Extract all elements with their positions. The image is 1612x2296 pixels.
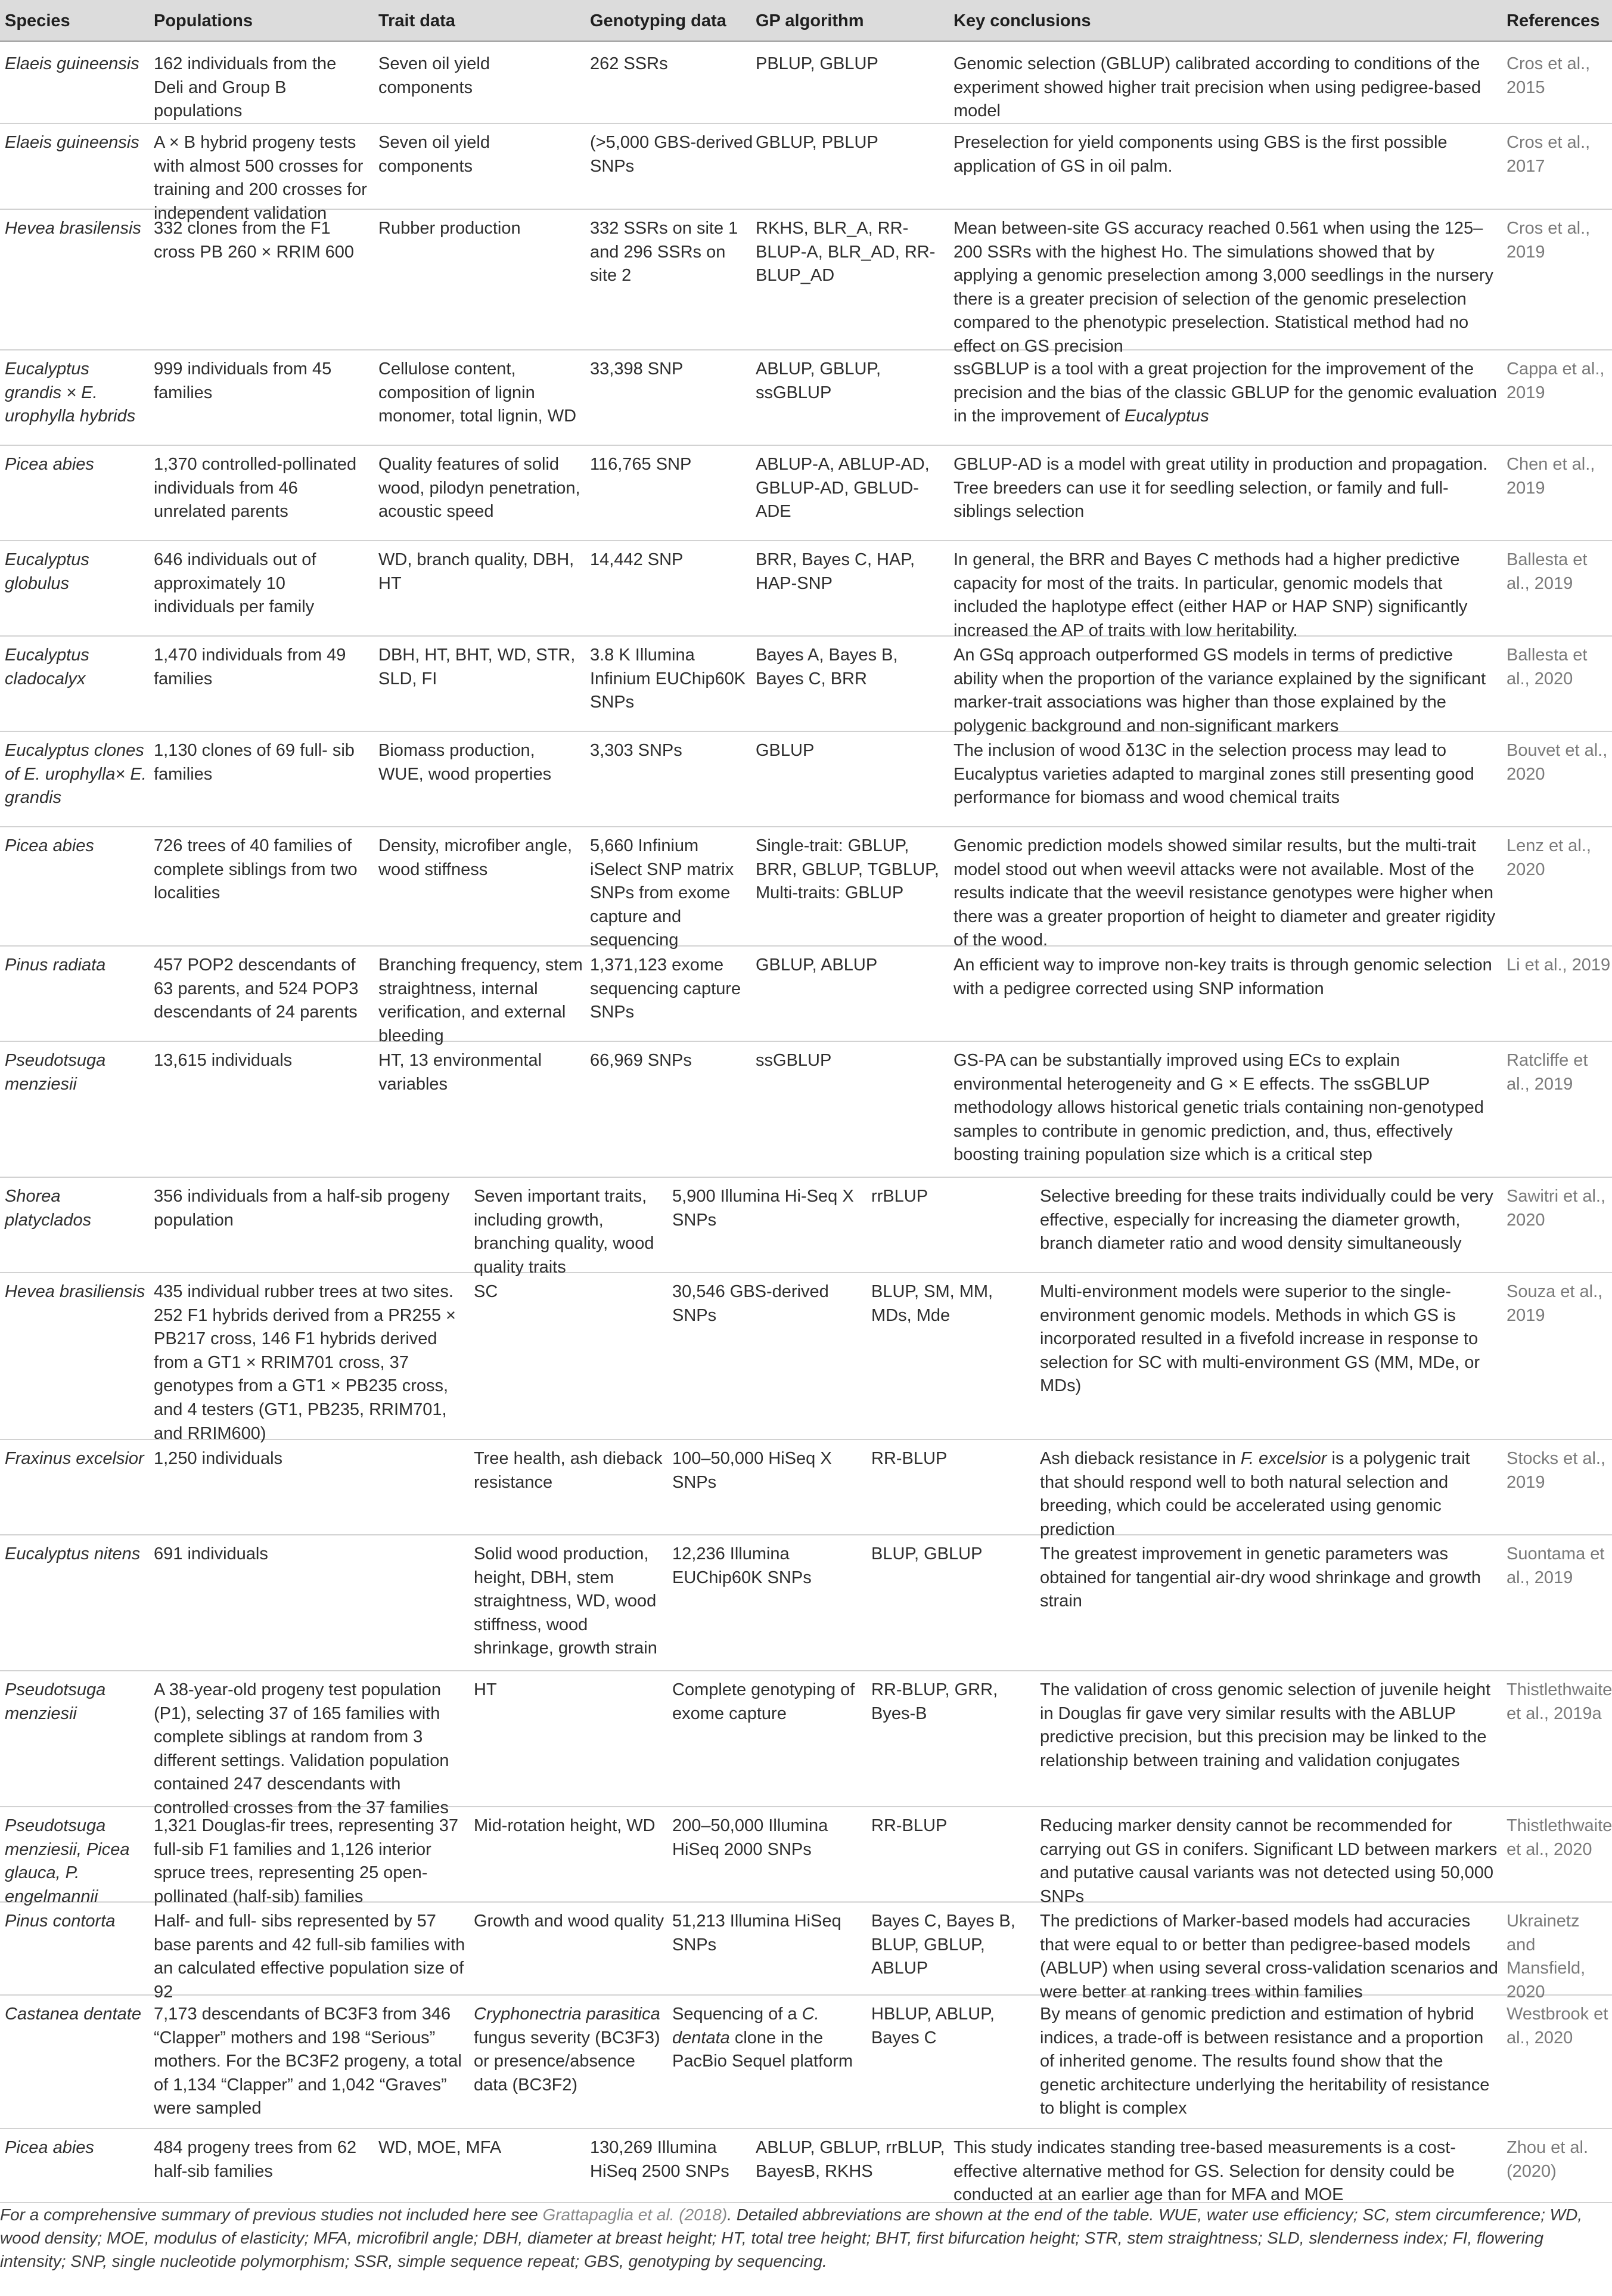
table-row [0,1674,1612,1817]
algorithm-cell: HBLUP, ABLUP, Bayes C [871,2005,995,2047]
species-cell: Pseudotsuga menziesii, Picea glauca, P. engelmannii [5,1816,130,1906]
genotyping-cell: 116,765 SNP [590,455,692,474]
species-cell: Hevea brasiliensis [5,1282,145,1301]
table-row [0,2131,1612,2205]
reference-cell[interactable]: Sawitri et al., 2020 [1507,1187,1605,1230]
header-trait-data: Trait data [378,11,455,30]
algorithm-cell: ABLUP-A, ABLUP-AD, GBLUP-AD, GBLUD-ADE [756,455,930,522]
reference-cell[interactable]: Suontama et al., 2019 [1507,1544,1605,1587]
reference-cell[interactable]: Ballesta et al., 2019 [1507,550,1588,593]
table-row [0,1538,1612,1674]
algorithm-cell: BRR, Bayes C, HAP, HAP-SNP [756,550,915,593]
conclusions-cell: The validation of cross genomic selection of juvenile height in Douglas fir gave very similar results with the ABLUP predictive precision, but this precision may be linked to the relationship between training and validation conjugates [1040,1680,1491,1770]
genotyping-cell: 33,398 SNP [590,359,684,378]
species-cell: Pseudotsuga menziesii [5,1680,106,1723]
genotyping-cell: 100–50,000 HiSeq X SNPs [672,1449,832,1492]
populations-cell: 484 progeny trees from 62 half-sib families [154,2138,357,2181]
populations-cell: 726 trees of 40 families of complete siblings from two localities [154,836,358,903]
populations-cell: 13,615 individuals [154,1051,293,1070]
row-divider [0,1041,1612,1042]
reference-cell[interactable]: Ballesta et al., 2020 [1507,646,1588,688]
traits-cell: Cryphonectria parasitica fungus severity (BC3F3) or presence/absence data (BC3F2) [474,2005,660,2095]
table-row [0,734,1612,830]
conclusions-cell: By means of genomic prediction and estimation of hybrid indices, a trade-off is between resistance and a proportion of inherited genome. The results found show that the genetic architecture underlying the heritability of resistance to blight is complex [1040,2005,1490,2118]
reference-cell[interactable]: Cros et al., 2019 [1507,219,1591,262]
traits-cell: DBH, HT, BHT, WD, STR, SLD, FI [378,646,576,688]
species-cell: Picea abies [5,455,94,474]
genotyping-cell: 51,213 Illumina HiSeq SNPs [672,1912,841,1954]
traits-cell: Seven oil yield components [378,133,490,176]
reference-cell[interactable]: Bouvet et al., 2020 [1507,741,1608,784]
conclusions-cell: The greatest improvement in genetic parameters was obtained for tangential air-dry wood shrinkage and growth strain [1040,1544,1481,1611]
traits-cell: Seven important traits, including growth, branching quality, wood quality traits [474,1187,654,1277]
reference-cell[interactable]: Westbrook et al., 2020 [1507,2005,1608,2047]
footnote-lead: For a comprehensive summary of previous studies not included here see [0,2205,543,2224]
populations-cell: 1,250 individuals [154,1449,283,1468]
genotyping-cell: 200–50,000 Illumina HiSeq 2000 SNPs [672,1816,828,1859]
populations-cell: 162 individuals from the Deli and Group B populations [154,54,337,121]
reference-cell[interactable]: Li et al., 2019 [1507,955,1611,975]
populations-cell: 7,173 descendants of BC3F3 from 346 “Clapper” mothers and 198 “Serious” mothers. For the BC3F2 progeny, a total of 1,134 “Clapper” and 1,042 “Graves” were sampled [154,2005,462,2118]
genotyping-cell: (>5,000 GBS-derived SNPs [590,133,753,176]
genotyping-cell: 262 SSRs [590,54,668,73]
algorithm-cell: RR-BLUP [871,1816,948,1835]
conclusions-cell: The inclusion of wood δ13C in the selection process may lead to Eucalyptus varieties adapted to marginal zones still presenting good performance for biomass and wood chemical traits [953,741,1474,808]
genotyping-cell: 3.8 K Illumina Infinium EUChip60K SNPs [590,646,746,712]
species-cell: Picea abies [5,2138,94,2157]
traits-cell: Seven oil yield components [378,54,490,97]
species-cell: Fraxinus excelsior [5,1449,144,1468]
algorithm-cell: rrBLUP [871,1187,928,1206]
table-row [0,126,1612,223]
reference-cell[interactable]: Zhou et al. (2020) [1507,2138,1589,2181]
species-cell: Picea abies [5,836,94,855]
conclusions-cell: Mean between-site GS accuracy reached 0.561 when using the 125–200 SSRs with the highest Ho. The simulations showed that by applying a genomic preselection among 3,000 seedlings in the nursery there is a greater precision of selection of the genomic preselection compared to the phenotypic preselection. Statistical method had no effect on GS precision [953,219,1494,356]
algorithm-cell: RKHS, BLR_A, RR-BLUP-A, BLR_AD, RR-BLUP_AD [756,219,936,286]
header-references: References [1507,11,1600,30]
species-cell: Eucalyptus grandis × E. urophylla hybrids [5,359,136,426]
traits-cell: Growth and wood quality [474,1912,664,1931]
reference-cell[interactable]: Stocks et al., 2019 [1507,1449,1606,1492]
populations-cell: 1,321 Douglas-fir trees, representing 37 full-sib F1 families and 1,126 interior spruce trees, representing 25 open-pollinated (half-sib) families [154,1816,459,1906]
species-cell: Pinus radiata [5,955,106,975]
reference-cell[interactable]: Ratcliffe et al., 2019 [1507,1051,1588,1094]
row-divider [0,1670,1612,1671]
table-row [0,830,1612,949]
table-row [0,353,1612,448]
reference-cell[interactable]: Cappa et al., 2019 [1507,359,1605,402]
row-divider [0,826,1612,827]
table-row [0,639,1612,734]
genotyping-cell: 30,546 GBS-derived SNPs [672,1282,829,1325]
reference-cell[interactable]: Chen et al., 2019 [1507,455,1595,498]
species-cell: Castanea dentate [5,2005,141,2024]
conclusions-cell: An GSq approach outperformed GS models in terms of predictive ability when the proportion of the variance explained by the significant marker-trait associations was higher than those explained by the polygenic background and non-significant markers [953,646,1486,736]
species-cell: Pseudotsuga menziesii [5,1051,106,1094]
table-row [0,1998,1612,2131]
table-footnote [0,2203,1603,2273]
conclusions-cell: Selective breeding for these traits individually could be very effective, especially for increasing the diameter growth, branch diameter ratio and wood density simultaneously [1040,1187,1493,1254]
populations-cell: 999 individuals from 45 families [154,359,332,402]
genotyping-cell: 5,660 Infinium iSelect SNP matrix SNPs from exome capture and sequencing [590,836,734,950]
row-divider [0,2128,1612,2129]
traits-cell: Quality features of solid wood, pilodyn penetration, acoustic speed [378,455,580,522]
table-row [0,212,1612,356]
table-row [0,1810,1612,1905]
table-row [0,448,1612,544]
table-row [0,544,1612,639]
row-divider [0,1272,1612,1273]
genotyping-cell: 1,371,123 exome sequencing capture SNPs [590,955,741,1022]
header-species: Species [5,11,70,30]
row-divider [0,540,1612,541]
conclusions-cell: Ash dieback resistance in F. excelsior is a polygenic trait that should respond well to both natural selection and breeding, which could be accelerated using genomic prediction [1040,1449,1470,1539]
genotyping-cell: 12,236 Illumina EUChip60K SNPs [672,1544,812,1587]
reference-cell[interactable]: Thistlethwaite et al., 2020 [1507,1816,1612,1859]
row-divider [0,1177,1612,1178]
species-cell: Elaeis guineensis [5,133,139,152]
conclusions-cell: Multi-environment models were superior to the single-environment genomic models. Methods in which GS is incorporated resulted in a fivefold increase in response to selection for SC with multi-environment GS (MM, MDe, or MDs) [1040,1282,1480,1396]
reference-cell[interactable]: Lenz et al., 2020 [1507,836,1591,879]
traits-cell: WD, MOE, MFA [378,2138,502,2157]
conclusions-cell: Preselection for yield components using GBS is the first possible application of GS in oil palm. [953,133,1448,176]
algorithm-cell: ABLUP, GBLUP, ssGBLUP [756,359,881,402]
species-cell: Shorea platyclados [5,1187,92,1230]
conclusions-cell: Genomic prediction models showed similar results, but the multi-trait model stood out when weevil attacks were not available. Most of the results indicate that the weevil resistance genotypes were higher when there was a greater proportion of height to diameter and greater rigidity of the wood. [953,836,1496,950]
table-row [0,1905,1612,2002]
genotyping-cell: Sequencing of a C. dentata clone in the PacBio Sequel platform [672,2005,853,2071]
conclusions-cell: GS-PA can be substantially improved using ECs to explain environmental heterogeneity and G × E effects. The ssGBLUP methodology allows historical genetic trials containing non-genotyped samples to contribute in genomic prediction, and, thus, effectively boosting training population size which is a critical step [953,1051,1484,1165]
reference-cell[interactable]: Cros et al., 2017 [1507,133,1591,176]
header-populations: Populations [154,11,253,30]
header-gp-algorithm: GP algorithm [756,11,864,30]
traits-cell: WD, branch quality, DBH, HT [378,550,574,593]
conclusions-cell: Genomic selection (GBLUP) calibrated according to conditions of the experiment showed higher trait precision when using pedigree-based model [953,54,1481,121]
table-row [0,1180,1612,1276]
traits-cell: Biomass production, WUE, wood properties [378,741,552,784]
conclusions-cell: This study indicates standing tree-based measurements is a cost-effective alternative method for GS. Selection for density could be conducted at an earlier age than for MFA and MOE [953,2138,1456,2205]
table-header [0,0,1612,42]
populations-cell: Half- and full- sibs represented by 57 base parents and 42 full-sib families with an calculated effective population size of 92 [154,1912,465,2002]
table-row [0,48,1612,126]
reference-cell[interactable]: Thistlethwaite et al., 2019a [1507,1680,1612,1723]
genotyping-cell: 14,442 SNP [590,550,684,569]
genotyping-cell: Complete genotyping of exome capture [672,1680,855,1723]
traits-cell: Density, microfiber angle, wood stiffness [378,836,573,879]
genotyping-cell: 130,269 Illumina HiSeq 2500 SNPs [590,2138,729,2181]
species-cell: Elaeis guineensis [5,54,139,73]
footnote-citation-link[interactable]: Grattapaglia et al. (2018) [542,2205,728,2224]
footnote-abbreviations: . Detailed abbreviations are shown at the end of the table. WUE, water use efficiency; SC, stem circumference; WD, wood density; MOE, modulus of elasticity; MFA, microfibril angle; DBH, diameter at breast height; HT, total tree height; BHT, first bifurcation height; STR, stem straightness; SLD, slenderness index; FI, flowering intensity; SNP, single nucleotide polymorphism; SSR, simple sequence repeat; GBS, genotyping by sequencing. [0,2205,1583,2270]
traits-cell: Cellulose content, composition of lignin monomer, total lignin, WD [378,359,577,426]
algorithm-cell: BLUP, SM, MM, MDs, Mde [871,1282,993,1325]
table-row [0,1442,1612,1538]
genotyping-cell: 3,303 SNPs [590,741,682,760]
traits-cell: Mid-rotation height, WD [474,1816,656,1835]
conclusions-cell: The predictions of Marker-based models had accuracies that were equal to or better than pedigree-based models (ABLUP) when using several cross-validation scenarios and were better at ranking trees within families [1040,1912,1498,2002]
algorithm-cell: BLUP, GBLUP [871,1544,983,1563]
traits-cell: HT [474,1680,497,1699]
header-key-conclusions: Key conclusions [953,11,1091,30]
table-row [0,1276,1612,1442]
species-cell: Eucalyptus nitens [5,1544,141,1563]
algorithm-cell: RR-BLUP [871,1449,948,1468]
reference-cell[interactable]: Cros et al., 2015 [1507,54,1591,97]
algorithm-cell: Single-trait: GBLUP, BRR, GBLUP, TGBLUP, Multi-traits: GBLUP [756,836,939,903]
conclusions-cell: ssGBLUP is a tool with a great projection for the improvement of the precision and the bias of the classic GBLUP for the genomic evaluation in the improvement of Eucalyptus [953,359,1497,426]
species-cell: Eucalyptus globulus [5,550,89,593]
reference-cell[interactable]: Ukrainetz and Mansfield, 2020 [1507,1912,1586,2002]
genotyping-cell: 66,969 SNPs [590,1051,692,1070]
conclusions-cell: Reducing marker density cannot be recommended for carrying out GS in conifers. Significant LD between markers and putative causal variants was not detected using 50,000 SNPs [1040,1816,1498,1906]
conclusions-cell: GBLUP-AD is a model with great utility in production and propagation. Tree breeders can use it for seedling selection, or family and full-siblings selection [953,455,1488,522]
traits-cell: HT, 13 environmental variables [378,1051,542,1094]
populations-cell: 646 individuals out of approximately 10 individuals per family [154,550,316,617]
species-cell: Eucalyptus clones of E. urophylla× E. grandis [5,741,147,808]
populations-cell: 332 clones from the F1 cross PB 260 × RRIM 600 [154,219,355,262]
algorithm-cell: ABLUP, GBLUP, rrBLUP, BayesB, RKHS [756,2138,945,2181]
algorithm-cell: GBLUP, PBLUP [756,133,878,152]
algorithm-cell: ssGBLUP [756,1051,832,1070]
populations-cell: 435 individual rubber trees at two sites. 252 F1 hybrids derived from a PR255 × PB217 cross, 146 F1 hybrids derived from a GT1 × RRIM701 cross, 37 genotypes from a GT1 × PB235 cross, and 4 testers (GT1, PB235, RRIM701, and RRIM600) [154,1282,456,1443]
traits-cell: Branching frequency, stem straightness, internal verification, and external bleeding [378,955,583,1045]
species-cell: Pinus contorta [5,1912,116,1931]
species-cell: Hevea brasilensis [5,219,141,238]
genotyping-cell: 5,900 Illumina Hi-Seq X SNPs [672,1187,854,1230]
traits-cell: SC [474,1282,498,1301]
row-divider [0,445,1612,446]
populations-cell: A 38-year-old progeny test population (P1), selecting 37 of 165 families with complete siblings at random from 3 different settings. Validation population contained 247 descendants with controlled crosses from the 37 families [154,1680,449,1817]
header-genotyping-data: Genotyping data [590,11,726,30]
table-row [0,1044,1612,1180]
conclusions-cell: In general, the BRR and Bayes C methods had a higher predictive capacity for most of the traits. In particular, genomic models that included the haplotype effect (either HAP or HAP SNP) significantly increased the AP of traits with low heritability. [953,550,1468,640]
populations-cell: 691 individuals [154,1544,268,1563]
species-cell: Eucalyptus cladocalyx [5,646,89,688]
populations-cell: 1,470 individuals from 49 families [154,646,346,688]
traits-cell: Solid wood production, height, DBH, stem straightness, WD, wood stiffness, wood shrinkage, growth strain [474,1544,657,1658]
table-row [0,949,1612,1044]
traits-cell: Rubber production [378,219,521,238]
reference-cell[interactable]: Souza et al., 2019 [1507,1282,1603,1325]
genotyping-cell: 332 SSRs on site 1 and 296 SSRs on site 2 [590,219,738,286]
populations-cell: 356 individuals from a half-sib progeny population [154,1187,450,1230]
populations-cell: 1,130 clones of 69 full- sib families [154,741,355,784]
traits-cell: Tree health, ash dieback resistance [474,1449,663,1492]
algorithm-cell: GBLUP [756,741,815,760]
populations-cell: A × B hybrid progeny tests with almost 500 crosses for training and 200 crosses for independent validation [154,133,367,223]
populations-cell: 457 POP2 descendants of 63 parents, and 524 POP3 descendants of 24 parents [154,955,359,1022]
algorithm-cell: GBLUP, ABLUP [756,955,878,975]
algorithm-cell: Bayes C, Bayes B, BLUP, GBLUP, ABLUP [871,1912,1015,1978]
algorithm-cell: Bayes A, Bayes B, Bayes C, BRR [756,646,898,688]
algorithm-cell: RR-BLUP, GRR, Byes-B [871,1680,998,1723]
conclusions-cell: An efficient way to improve non-key traits is through genomic selection with a pedigree corrected using SNP information [953,955,1492,998]
algorithm-cell: PBLUP, GBLUP [756,54,878,73]
populations-cell: 1,370 controlled-pollinated individuals from 46 unrelated parents [154,455,357,522]
